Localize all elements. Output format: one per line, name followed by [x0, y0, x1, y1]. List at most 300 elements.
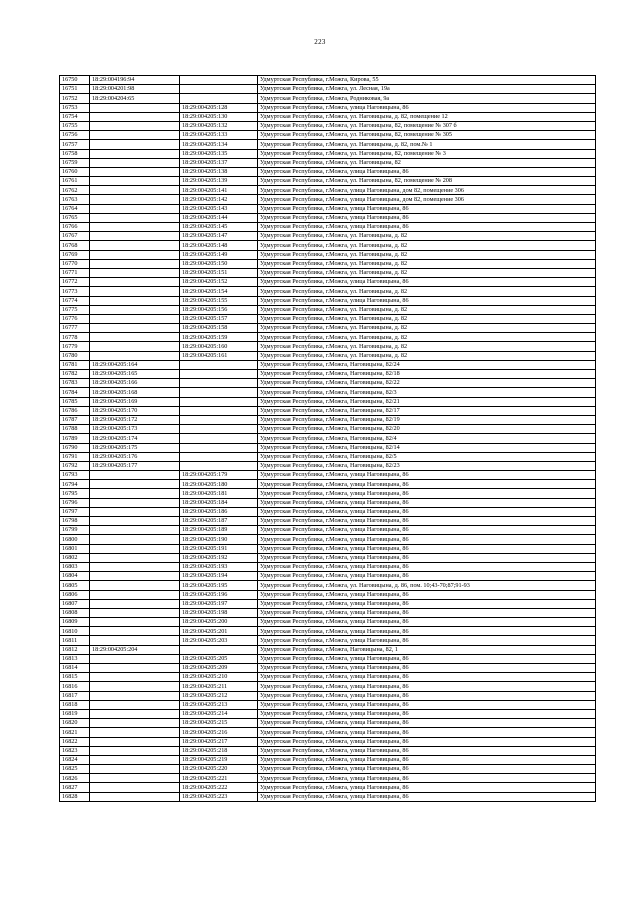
- address-cell: Удмуртская Республика, г.Можга, Наговицына, 82/14: [258, 443, 596, 452]
- land-plot-number-cell: [90, 526, 180, 535]
- table-row: [60, 719, 596, 728]
- address-cell: Удмуртская Республика, г.Можга, ул. Наговицына, 82, помещение № 208: [258, 177, 596, 186]
- object-number-cell: [180, 397, 258, 406]
- object-number-cell: 18:29:004205:143: [180, 204, 258, 213]
- table-row: [60, 314, 596, 323]
- table-row: [60, 250, 596, 259]
- object-number-cell: [180, 85, 258, 94]
- address-cell: Удмуртская Республика, г.Можга, улица Наговицына, 86: [258, 719, 596, 728]
- object-number-cell: 18:29:004205:155: [180, 296, 258, 305]
- table-row: [60, 158, 596, 167]
- address-cell: Удмуртская Республика, г.Можга, Наговицына, 82/22: [258, 379, 596, 388]
- address-cell: Удмуртская Республика, г.Можга, улица Наговицына, 86: [258, 709, 596, 718]
- address-cell: Удмуртская Республика, г.Можга, ул. Наговицына, д. 82: [258, 250, 596, 259]
- land-plot-number-cell: [90, 204, 180, 213]
- land-plot-number-cell: [90, 765, 180, 774]
- address-cell: Удмуртская Республика, г.Можга, ул. Лесная, 19а: [258, 85, 596, 94]
- table-row: [60, 654, 596, 663]
- land-plot-number-cell: [90, 590, 180, 599]
- land-plot-number-cell: [90, 287, 180, 296]
- table-row: [60, 259, 596, 268]
- land-plot-number-cell: [90, 121, 180, 130]
- land-plot-number-cell: [90, 241, 180, 250]
- record-number-cell: 16781: [60, 360, 90, 369]
- record-number-cell: 16751: [60, 85, 90, 94]
- object-number-cell: 18:29:004205:132: [180, 121, 258, 130]
- record-number-cell: 16814: [60, 664, 90, 673]
- land-plot-number-cell: [90, 305, 180, 314]
- record-number-cell: 16812: [60, 645, 90, 654]
- registry-table: [59, 75, 596, 802]
- object-number-cell: 18:29:004205:139: [180, 177, 258, 186]
- object-number-cell: 18:29:004205:209: [180, 664, 258, 673]
- land-plot-number-cell: 18:29:004205:168: [90, 388, 180, 397]
- land-plot-number-cell: [90, 553, 180, 562]
- address-cell: Удмуртская Республика, г.Можга, улица Наговицына, 86: [258, 728, 596, 737]
- address-cell: Удмуртская Республика, г.Можга, улица Наговицына, 86: [258, 167, 596, 176]
- address-cell: Удмуртская Республика, г.Можга, улица Наговицына, 86: [258, 682, 596, 691]
- object-number-cell: [180, 76, 258, 85]
- object-number-cell: [180, 360, 258, 369]
- address-cell: Удмуртская Республика, г.Можга, улица Наговицына, 86: [258, 691, 596, 700]
- table-row: [60, 406, 596, 415]
- record-number-cell: 16766: [60, 223, 90, 232]
- address-cell: Удмуртская Республика, г.Можга, улица Наговицына, 86: [258, 489, 596, 498]
- table-row: [60, 581, 596, 590]
- table-row: [60, 517, 596, 526]
- table-row: [60, 140, 596, 149]
- land-plot-number-cell: [90, 728, 180, 737]
- object-number-cell: [180, 425, 258, 434]
- record-number-cell: 16826: [60, 774, 90, 783]
- object-number-cell: [180, 461, 258, 470]
- address-cell: Удмуртская Республика, г.Можга, ул. Наговицына, д. 82: [258, 333, 596, 342]
- record-number-cell: 16828: [60, 792, 90, 801]
- land-plot-number-cell: [90, 278, 180, 287]
- table-row: [60, 599, 596, 608]
- object-number-cell: 18:29:004205:145: [180, 223, 258, 232]
- record-number-cell: 16811: [60, 636, 90, 645]
- table-row: [60, 746, 596, 755]
- table-row: [60, 287, 596, 296]
- record-number-cell: 16815: [60, 673, 90, 682]
- address-cell: Удмуртская Республика, г.Можга, улица Наговицына, 86: [258, 535, 596, 544]
- table-row: [60, 241, 596, 250]
- record-number-cell: 16792: [60, 461, 90, 470]
- object-number-cell: [180, 388, 258, 397]
- address-cell: Удмуртская Республика, г.Можга, улица Наговицына, 86: [258, 562, 596, 571]
- address-cell: Удмуртская Республика, г.Можга, улица Наговицына, 86: [258, 774, 596, 783]
- object-number-cell: 18:29:004205:194: [180, 572, 258, 581]
- record-number-cell: 16780: [60, 351, 90, 360]
- record-number-cell: 16773: [60, 287, 90, 296]
- land-plot-number-cell: [90, 342, 180, 351]
- land-plot-number-cell: [90, 682, 180, 691]
- table-row: [60, 691, 596, 700]
- record-number-cell: 16802: [60, 553, 90, 562]
- table-row: [60, 700, 596, 709]
- record-number-cell: 16809: [60, 618, 90, 627]
- address-cell: Удмуртская Республика, г.Можга, ул. Наговицына, д. 82, помещение 12: [258, 112, 596, 121]
- record-number-cell: 16757: [60, 140, 90, 149]
- land-plot-number-cell: [90, 709, 180, 718]
- address-cell: Удмуртская Республика, г.Можга, Наговицына, 82/3: [258, 388, 596, 397]
- table-row: [60, 195, 596, 204]
- object-number-cell: 18:29:004205:186: [180, 507, 258, 516]
- land-plot-number-cell: [90, 471, 180, 480]
- address-cell: Удмуртская Республика, г.Можга, улица Наговицына, 86: [258, 618, 596, 627]
- object-number-cell: 18:29:004205:223: [180, 792, 258, 801]
- land-plot-number-cell: [90, 599, 180, 608]
- record-number-cell: 16772: [60, 278, 90, 287]
- record-number-cell: 16756: [60, 131, 90, 140]
- record-number-cell: 16795: [60, 489, 90, 498]
- object-number-cell: 18:29:004205:218: [180, 746, 258, 755]
- land-plot-number-cell: [90, 112, 180, 121]
- land-plot-number-cell: 18:29:004205:177: [90, 461, 180, 470]
- object-number-cell: 18:29:004205:179: [180, 471, 258, 480]
- address-cell: Удмуртская Республика, г.Можга, Наговицына, 82/23: [258, 461, 596, 470]
- land-plot-number-cell: 18:29:004205:169: [90, 397, 180, 406]
- object-number-cell: 18:29:004205:159: [180, 333, 258, 342]
- record-number-cell: 16817: [60, 691, 90, 700]
- land-plot-number-cell: [90, 314, 180, 323]
- address-cell: Удмуртская Республика, г.Можга, Наговицына, 82/4: [258, 434, 596, 443]
- table-row: [60, 167, 596, 176]
- address-cell: Удмуртская Республика, г.Можга, улица Наговицына, 86: [258, 213, 596, 222]
- record-number-cell: 16753: [60, 103, 90, 112]
- address-cell: Удмуртская Республика, г.Можга, Наговицына, 82/20: [258, 425, 596, 434]
- object-number-cell: [180, 94, 258, 103]
- record-number-cell: 16800: [60, 535, 90, 544]
- land-plot-number-cell: [90, 232, 180, 241]
- land-plot-number-cell: [90, 195, 180, 204]
- table-row: [60, 737, 596, 746]
- table-row: [60, 360, 596, 369]
- address-cell: Удмуртская Республика, г.Можга, улица Наговицына, 86: [258, 517, 596, 526]
- table-row: [60, 783, 596, 792]
- land-plot-number-cell: 18:29:004205:170: [90, 406, 180, 415]
- table-row: [60, 296, 596, 305]
- address-cell: Удмуртская Республика, г.Можга, ул. Наговицына, д. 82: [258, 342, 596, 351]
- land-plot-number-cell: [90, 774, 180, 783]
- object-number-cell: 18:29:004205:141: [180, 186, 258, 195]
- land-plot-number-cell: 18:29:004205:204: [90, 645, 180, 654]
- table-row: [60, 370, 596, 379]
- object-number-cell: 18:29:004205:205: [180, 654, 258, 663]
- record-number-cell: 16823: [60, 746, 90, 755]
- land-plot-number-cell: 18:29:004205:176: [90, 452, 180, 461]
- object-number-cell: 18:29:004205:150: [180, 259, 258, 268]
- table-row: [60, 709, 596, 718]
- address-cell: Удмуртская Республика, г.Можга, Кирова, 55: [258, 76, 596, 85]
- record-number-cell: 16827: [60, 783, 90, 792]
- address-cell: Удмуртская Республика, г.Можга, ул. Наговицына, д. 82: [258, 314, 596, 323]
- address-cell: Удмуртская Республика, г.Можга, Наговицына, 82/19: [258, 415, 596, 424]
- address-cell: Удмуртская Республика, г.Можга, улица Наговицына, дом 82, помещение 306: [258, 186, 596, 195]
- object-number-cell: 18:29:004205:142: [180, 195, 258, 204]
- land-plot-number-cell: [90, 737, 180, 746]
- land-plot-number-cell: [90, 158, 180, 167]
- address-cell: Удмуртская Республика, г.Можга, улица Наговицына, 86: [258, 636, 596, 645]
- address-cell: Удмуртская Республика, г.Можга, улица Наговицына, 86: [258, 526, 596, 535]
- table-row: [60, 544, 596, 553]
- address-cell: Удмуртская Республика, г.Можга, улица Наговицына, дом 82, помещение 306: [258, 195, 596, 204]
- record-number-cell: 16819: [60, 709, 90, 718]
- table-row: [60, 85, 596, 94]
- record-number-cell: 16778: [60, 333, 90, 342]
- address-cell: Удмуртская Республика, г.Можга, Наговицына, 82/24: [258, 360, 596, 369]
- object-number-cell: 18:29:004205:152: [180, 278, 258, 287]
- table-row: [60, 526, 596, 535]
- record-number-cell: 16821: [60, 728, 90, 737]
- address-cell: Удмуртская Республика, г.Можга, улица Наговицына, 86: [258, 737, 596, 746]
- table-row: [60, 177, 596, 186]
- address-cell: Удмуртская Республика, г.Можга, Родниковая, 9а: [258, 94, 596, 103]
- land-plot-number-cell: [90, 167, 180, 176]
- address-cell: Удмуртская Республика, г.Можга, улица Наговицына, 86: [258, 544, 596, 553]
- object-number-cell: [180, 443, 258, 452]
- record-number-cell: 16794: [60, 480, 90, 489]
- record-number-cell: 16769: [60, 250, 90, 259]
- object-number-cell: 18:29:004205:214: [180, 709, 258, 718]
- record-number-cell: 16771: [60, 268, 90, 277]
- record-number-cell: 16764: [60, 204, 90, 213]
- object-number-cell: 18:29:004205:215: [180, 719, 258, 728]
- object-number-cell: 18:29:004205:200: [180, 618, 258, 627]
- address-cell: Удмуртская Республика, г.Можга, ул. Наговицына, д. 82, пом.№ 1: [258, 140, 596, 149]
- page-number: 223: [314, 38, 326, 46]
- table-row: [60, 112, 596, 121]
- land-plot-number-cell: [90, 480, 180, 489]
- object-number-cell: 18:29:004205:187: [180, 517, 258, 526]
- object-number-cell: 18:29:004205:148: [180, 241, 258, 250]
- record-number-cell: 16825: [60, 765, 90, 774]
- address-cell: Удмуртская Республика, г.Можга, ул. Наговицына, д. 82: [258, 351, 596, 360]
- table-row: [60, 204, 596, 213]
- land-plot-number-cell: 18:29:004205:173: [90, 425, 180, 434]
- object-number-cell: 18:29:004205:191: [180, 544, 258, 553]
- table-row: [60, 673, 596, 682]
- record-number-cell: 16758: [60, 149, 90, 158]
- land-plot-number-cell: [90, 250, 180, 259]
- address-cell: Удмуртская Республика, г.Можга, Наговицына, 82/21: [258, 397, 596, 406]
- address-cell: Удмуртская Республика, г.Можга, улица Наговицына, 86: [258, 204, 596, 213]
- address-cell: Удмуртская Республика, г.Можга, Наговицына, 82, 1: [258, 645, 596, 654]
- land-plot-number-cell: [90, 296, 180, 305]
- address-cell: Удмуртская Республика, г.Можга, ул. Наговицына, д. 82: [258, 259, 596, 268]
- record-number-cell: 16762: [60, 186, 90, 195]
- table-row: [60, 186, 596, 195]
- land-plot-number-cell: [90, 746, 180, 755]
- address-cell: Удмуртская Республика, г.Можга, улица Наговицына, 86: [258, 783, 596, 792]
- object-number-cell: [180, 434, 258, 443]
- address-cell: Удмуртская Республика, г.Можга, ул. Наговицына, д. 82: [258, 305, 596, 314]
- record-number-cell: 16763: [60, 195, 90, 204]
- table-row: [60, 572, 596, 581]
- object-number-cell: 18:29:004205:149: [180, 250, 258, 259]
- land-plot-number-cell: [90, 149, 180, 158]
- table-row: [60, 379, 596, 388]
- object-number-cell: 18:29:004205:203: [180, 636, 258, 645]
- land-plot-number-cell: [90, 268, 180, 277]
- table-row: [60, 765, 596, 774]
- land-plot-number-cell: [90, 544, 180, 553]
- object-number-cell: [180, 379, 258, 388]
- object-number-cell: 18:29:004205:197: [180, 599, 258, 608]
- land-plot-number-cell: [90, 223, 180, 232]
- table-row: [60, 792, 596, 801]
- address-cell: Удмуртская Республика, г.Можга, Наговицына, 82/5: [258, 452, 596, 461]
- table-row: [60, 149, 596, 158]
- table-row: [60, 664, 596, 673]
- record-number-cell: 16785: [60, 397, 90, 406]
- land-plot-number-cell: [90, 186, 180, 195]
- object-number-cell: 18:29:004205:138: [180, 167, 258, 176]
- object-number-cell: 18:29:004205:212: [180, 691, 258, 700]
- object-number-cell: 18:29:004205:211: [180, 682, 258, 691]
- land-plot-number-cell: [90, 140, 180, 149]
- table-row: [60, 452, 596, 461]
- record-number-cell: 16798: [60, 517, 90, 526]
- object-number-cell: 18:29:004205:156: [180, 305, 258, 314]
- object-number-cell: 18:29:004205:184: [180, 498, 258, 507]
- land-plot-number-cell: [90, 581, 180, 590]
- object-number-cell: 18:29:004205:144: [180, 213, 258, 222]
- record-number-cell: 16784: [60, 388, 90, 397]
- object-number-cell: 18:29:004205:158: [180, 324, 258, 333]
- object-number-cell: 18:29:004205:201: [180, 627, 258, 636]
- table-row: [60, 213, 596, 222]
- record-number-cell: 16806: [60, 590, 90, 599]
- record-number-cell: 16820: [60, 719, 90, 728]
- object-number-cell: 18:29:004205:196: [180, 590, 258, 599]
- address-cell: Удмуртская Республика, г.Можга, улица Наговицына, 86: [258, 673, 596, 682]
- land-plot-number-cell: [90, 213, 180, 222]
- table-row: [60, 324, 596, 333]
- record-number-cell: 16783: [60, 379, 90, 388]
- address-cell: Удмуртская Республика, г.Можга, улица Наговицына, 86: [258, 590, 596, 599]
- record-number-cell: 16813: [60, 654, 90, 663]
- address-cell: Удмуртская Республика, г.Можга, ул. Наговицына, д. 82: [258, 268, 596, 277]
- record-number-cell: 16761: [60, 177, 90, 186]
- record-number-cell: 16779: [60, 342, 90, 351]
- land-plot-number-cell: 18:29:004205:174: [90, 434, 180, 443]
- record-number-cell: 16776: [60, 314, 90, 323]
- table-row: [60, 103, 596, 112]
- land-plot-number-cell: [90, 517, 180, 526]
- record-number-cell: 16752: [60, 94, 90, 103]
- land-plot-number-cell: [90, 535, 180, 544]
- land-plot-number-cell: [90, 719, 180, 728]
- address-cell: Удмуртская Республика, г.Можга, улица Наговицына, 86: [258, 471, 596, 480]
- record-number-cell: 16759: [60, 158, 90, 167]
- object-number-cell: 18:29:004205:192: [180, 553, 258, 562]
- address-cell: Удмуртская Республика, г.Можга, улица Наговицына, 86: [258, 792, 596, 801]
- address-cell: Удмуртская Республика, г.Можга, улица Наговицына, 86: [258, 507, 596, 516]
- table-row: [60, 305, 596, 314]
- address-cell: Удмуртская Республика, г.Можга, улица Наговицына, 86: [258, 103, 596, 112]
- address-cell: Удмуртская Республика, г.Можга, улица Наговицына, 86: [258, 608, 596, 617]
- table-row: [60, 94, 596, 103]
- land-plot-number-cell: [90, 700, 180, 709]
- land-plot-number-cell: [90, 654, 180, 663]
- object-number-cell: 18:29:004205:213: [180, 700, 258, 709]
- address-cell: Удмуртская Республика, г.Можга, улица Наговицына, 86: [258, 553, 596, 562]
- record-number-cell: 16791: [60, 452, 90, 461]
- address-cell: Удмуртская Республика, г.Можга, ул. Наговицына, д. 82: [258, 287, 596, 296]
- object-number-cell: 18:29:004205:137: [180, 158, 258, 167]
- object-number-cell: 18:29:004205:193: [180, 562, 258, 571]
- record-number-cell: 16767: [60, 232, 90, 241]
- record-number-cell: 16793: [60, 471, 90, 480]
- record-number-cell: 16755: [60, 121, 90, 130]
- object-number-cell: 18:29:004205:222: [180, 783, 258, 792]
- land-plot-number-cell: 18:29:004201:98: [90, 85, 180, 94]
- table-row: [60, 682, 596, 691]
- land-plot-number-cell: [90, 351, 180, 360]
- object-number-cell: [180, 452, 258, 461]
- land-plot-number-cell: [90, 792, 180, 801]
- object-number-cell: [180, 415, 258, 424]
- land-plot-number-cell: 18:29:004205:164: [90, 360, 180, 369]
- address-cell: Удмуртская Республика, г.Можга, улица Наговицына, 86: [258, 572, 596, 581]
- object-number-cell: 18:29:004205:160: [180, 342, 258, 351]
- table-row: [60, 76, 596, 85]
- object-number-cell: [180, 370, 258, 379]
- address-cell: Удмуртская Республика, г.Можга, улица Наговицына, 86: [258, 296, 596, 305]
- record-number-cell: 16818: [60, 700, 90, 709]
- record-number-cell: 16754: [60, 112, 90, 121]
- table-row: [60, 342, 596, 351]
- record-number-cell: 16775: [60, 305, 90, 314]
- land-plot-number-cell: 18:29:004205:165: [90, 370, 180, 379]
- table-row: [60, 278, 596, 287]
- table-row: [60, 480, 596, 489]
- object-number-cell: 18:29:004205:134: [180, 140, 258, 149]
- land-plot-number-cell: [90, 333, 180, 342]
- record-number-cell: 16804: [60, 572, 90, 581]
- land-plot-number-cell: [90, 259, 180, 268]
- record-number-cell: 16760: [60, 167, 90, 176]
- record-number-cell: 16782: [60, 370, 90, 379]
- object-number-cell: 18:29:004205:190: [180, 535, 258, 544]
- table-row: [60, 131, 596, 140]
- table-row: [60, 351, 596, 360]
- object-number-cell: 18:29:004205:219: [180, 755, 258, 764]
- record-number-cell: 16824: [60, 755, 90, 764]
- land-plot-number-cell: [90, 498, 180, 507]
- object-number-cell: 18:29:004205:130: [180, 112, 258, 121]
- record-number-cell: 16777: [60, 324, 90, 333]
- address-cell: Удмуртская Республика, г.Можга, улица Наговицына, 86: [258, 765, 596, 774]
- record-number-cell: 16765: [60, 213, 90, 222]
- table-row: [60, 728, 596, 737]
- land-plot-number-cell: 18:29:004205:166: [90, 379, 180, 388]
- record-number-cell: 16799: [60, 526, 90, 535]
- table-row: [60, 333, 596, 342]
- record-number-cell: 16808: [60, 608, 90, 617]
- land-plot-number-cell: [90, 177, 180, 186]
- address-cell: Удмуртская Республика, г.Можга, улица Наговицына, 86: [258, 480, 596, 489]
- address-cell: Удмуртская Республика, г.Можга, ул. Наговицына, 82, помещение № 3: [258, 149, 596, 158]
- object-number-cell: 18:29:004205:217: [180, 737, 258, 746]
- object-number-cell: 18:29:004205:154: [180, 287, 258, 296]
- land-plot-number-cell: [90, 131, 180, 140]
- record-number-cell: 16807: [60, 599, 90, 608]
- object-number-cell: 18:29:004205:195: [180, 581, 258, 590]
- record-number-cell: 16787: [60, 415, 90, 424]
